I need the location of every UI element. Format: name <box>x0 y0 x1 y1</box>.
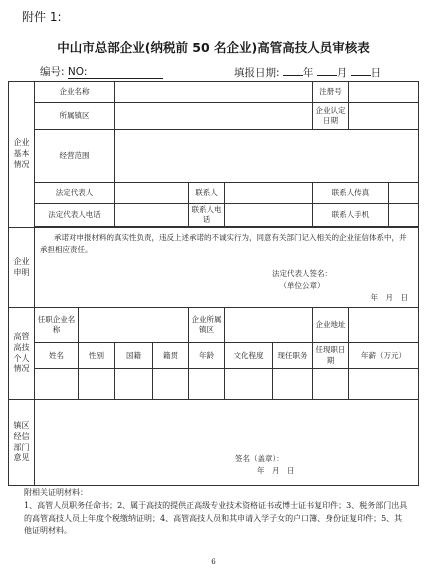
commitment-date: 年 月 日 <box>370 292 408 302</box>
name-field[interactable] <box>35 369 79 400</box>
contact-field[interactable] <box>225 183 313 203</box>
commitment-block <box>35 228 419 308</box>
date-label: 填报日期: <box>234 67 280 79</box>
number-field[interactable]: NO: <box>68 66 163 79</box>
recognition-date-label: 企业认定日期 <box>313 103 349 130</box>
town-label: 所属镇区 <box>35 103 115 130</box>
employer-label: 任职企业名称 <box>35 308 79 343</box>
legal-rep-phone-label: 法定代表人电话 <box>35 203 115 227</box>
signature-label: 法定代表人签名： <box>272 269 332 279</box>
gender-field[interactable] <box>79 369 115 400</box>
contact-label: 联系人 <box>189 183 225 203</box>
contact-mobile-label: 联系人手机 <box>313 203 389 227</box>
enterprise-name-field[interactable] <box>115 82 313 103</box>
contact-fax-label: 联系人传真 <box>313 183 389 203</box>
position-date-field[interactable] <box>313 369 349 400</box>
position-field[interactable] <box>273 369 313 400</box>
age-field[interactable] <box>189 369 225 400</box>
col-education: 文化程度 <box>225 342 273 369</box>
salary-field[interactable] <box>349 369 419 400</box>
contact-phone-field[interactable] <box>225 203 313 227</box>
contact-phone-label: 联系人电话 <box>189 203 225 227</box>
employer-town-field[interactable] <box>225 308 313 343</box>
month-field[interactable] <box>317 64 337 76</box>
reg-no-label: 注册号 <box>313 82 349 103</box>
form-title: 中山市总部企业(纳税前 50 名企业)高管高技人员审核表 <box>57 40 370 55</box>
contact-mobile-field[interactable] <box>389 203 419 227</box>
legal-rep-label: 法定代表人 <box>35 183 115 203</box>
commitment-section-label: 企业申明 <box>9 228 35 308</box>
col-position: 现任职务 <box>273 342 313 369</box>
employer-address-label: 企业地址 <box>313 308 349 343</box>
contact-fax-field[interactable] <box>389 183 419 203</box>
col-age: 年龄 <box>189 342 225 369</box>
col-position-date: 任现职日期 <box>313 342 349 369</box>
col-gender: 性别 <box>79 342 115 369</box>
commitment-text: 承诺对申报材料的真实性负责，违反上述承诺的不诚实行为，同意有关部门记入相关的企业征信体系中，并承担相应责任。 <box>40 233 407 254</box>
nationality-field[interactable] <box>115 369 153 400</box>
attachment-label: 附件 1: <box>22 10 62 24</box>
number-line <box>40 64 163 79</box>
business-scope-label: 经营范围 <box>35 130 115 183</box>
seal-label: （单位公章） <box>279 280 325 290</box>
month-unit: 月 <box>336 67 348 79</box>
col-native-place: 籍贯 <box>153 342 189 369</box>
employer-address-field[interactable] <box>349 308 419 343</box>
commitment-signature <box>257 268 347 291</box>
day-field[interactable] <box>351 64 371 76</box>
enterprise-name-label: 企业名称 <box>35 82 115 103</box>
notes-body: 1、高管人员职务任命书；2、属于高技的提供正高级专业技术资格证书或博士证书复印件；3、税务部门出具的高管高技人员上年度个税缴纳证明；4、高管高技人员和其申请入学子女的户口簿、身份证复印件；5、其他证明材料。 <box>24 500 408 536</box>
attached-notes <box>24 487 408 538</box>
col-name: 姓名 <box>35 342 79 369</box>
personnel-section-label: 高管高技个人情况 <box>9 308 35 400</box>
review-signature-label: 签名（盖章）： <box>235 454 284 464</box>
town-field[interactable] <box>115 103 313 130</box>
year-field[interactable] <box>283 64 303 76</box>
date-line <box>234 64 381 80</box>
legal-rep-field[interactable] <box>115 183 189 203</box>
number-label: 编号: <box>40 66 65 78</box>
reg-no-field[interactable] <box>349 82 419 103</box>
col-nationality: 国籍 <box>115 342 153 369</box>
enterprise-section-label: 企业基本情况 <box>9 82 35 228</box>
legal-rep-phone-field[interactable] <box>115 203 189 227</box>
page-number: 6 <box>211 558 216 566</box>
review-block[interactable] <box>35 400 419 486</box>
education-field[interactable] <box>225 369 273 400</box>
col-salary: 年薪（万元） <box>349 342 419 369</box>
year-unit: 年 <box>302 67 314 79</box>
business-scope-field[interactable] <box>115 130 419 183</box>
notes-title: 附相关证明材料： <box>24 488 88 497</box>
review-date: 年 月 日 <box>257 466 295 476</box>
native-place-field[interactable] <box>153 369 189 400</box>
employer-town-label: 企业所属镇区 <box>189 308 225 343</box>
recognition-date-field[interactable] <box>349 103 419 130</box>
employer-field[interactable] <box>79 308 189 343</box>
review-form-table <box>8 81 419 486</box>
day-unit: 日 <box>370 67 382 79</box>
review-section-label: 镇区经信部门意见 <box>9 400 35 486</box>
